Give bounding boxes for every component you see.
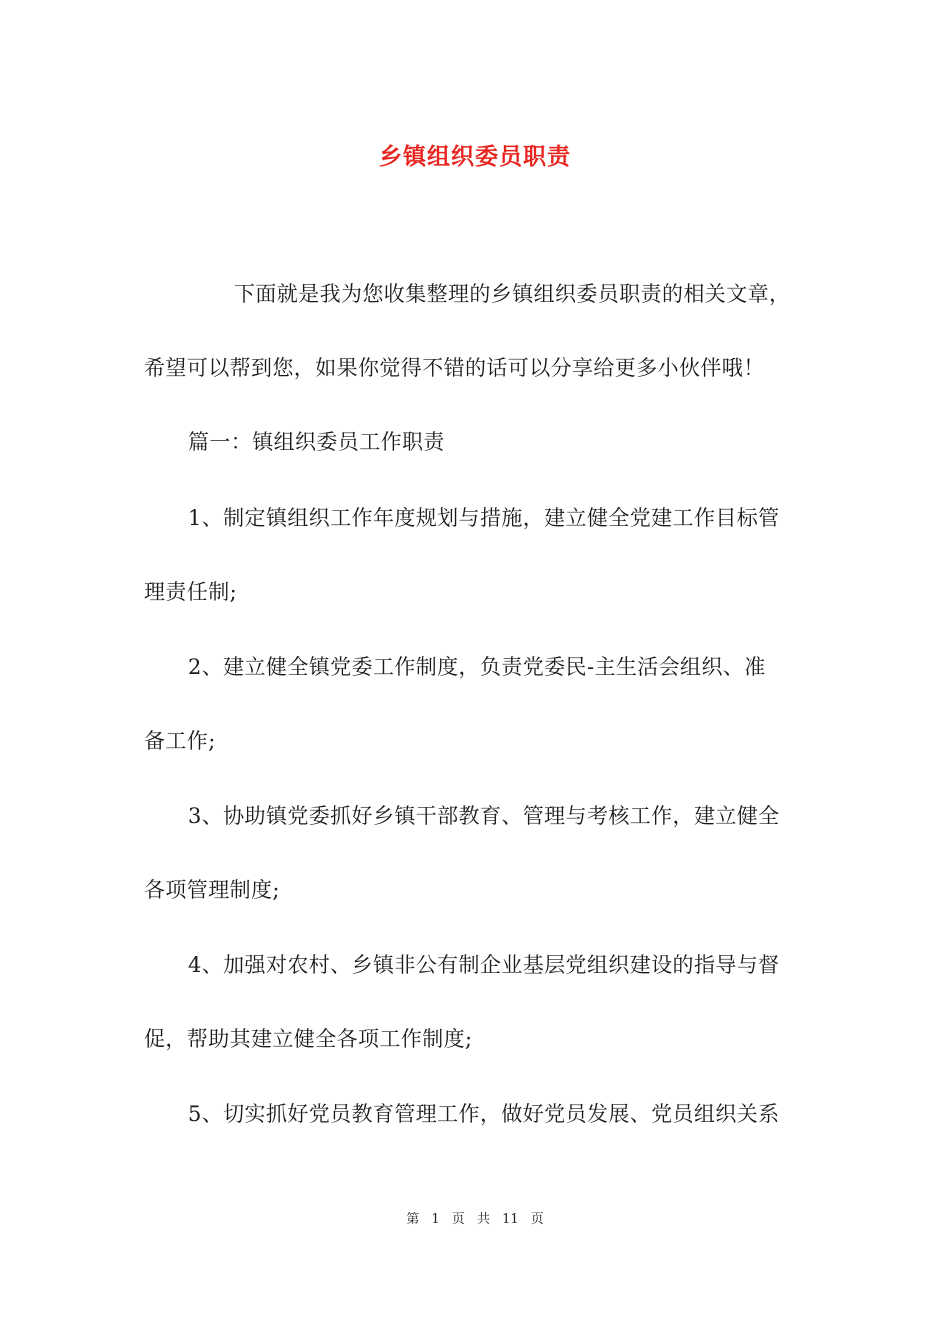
section-heading: 篇一：镇组织委员工作职责 — [188, 430, 445, 454]
paragraph-line: 备工作; — [144, 729, 216, 753]
paragraph-line: 下面就是我为您收集整理的乡镇组织委员职责的相关文章， — [234, 282, 791, 306]
paragraph-line: 促，帮助其建立健全各项工作制度; — [144, 1027, 473, 1051]
document-title: 乡镇组织委员职责 — [379, 144, 571, 170]
footer-suffix: 页 — [530, 1212, 544, 1227]
page-footer — [0, 1208, 950, 1227]
paragraph-line: 希望可以帮到您，如果你觉得不错的话可以分享给更多小伙伴哦！ — [144, 356, 765, 380]
footer-prefix: 第 — [406, 1212, 420, 1227]
paragraph-line: 3、协助镇党委抓好乡镇干部教育、管理与考核工作，建立健全 — [188, 804, 780, 828]
paragraph-line: 理责任制; — [144, 580, 238, 604]
paragraph-line: 各项管理制度; — [144, 878, 280, 902]
paragraph-line: 2、建立健全镇党委工作制度，负责党委民-主生活会组织、准 — [188, 655, 766, 679]
paragraph-line: 4、加强对农村、乡镇非公有制企业基层党组织建设的指导与督 — [188, 953, 780, 977]
footer-page-label: 页 — [451, 1212, 465, 1227]
footer-total-pages: 11 — [502, 1212, 519, 1227]
paragraph-line: 5、切实抓好党员教育管理工作，做好党员发展、党员组织关系 — [188, 1102, 780, 1126]
footer-current-page: 1 — [431, 1212, 440, 1227]
paragraph-line: 1、制定镇组织工作年度规划与措施，建立健全党建工作目标管 — [188, 506, 780, 530]
footer-total-label: 共 — [476, 1212, 490, 1227]
